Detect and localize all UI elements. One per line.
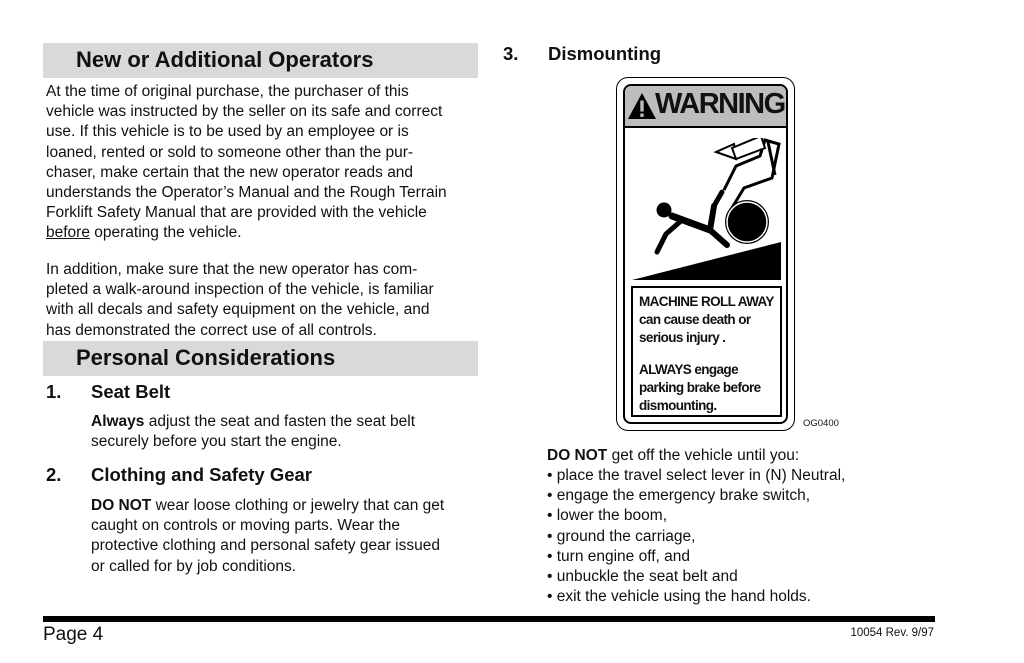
machine-roll-away-pictogram: [632, 138, 781, 282]
text-line: pleted a walk-around inspection of the vehicle, is familiar: [46, 281, 434, 299]
text-line: with all decals and safety equipment on the vehicle, and: [46, 301, 430, 319]
text-line: protective clothing and personal safety gear issued: [91, 537, 440, 555]
text-line: use. If this vehicle is to be used by an employee or is: [46, 123, 409, 141]
warning-line: can cause death or: [639, 312, 751, 327]
text-line: securely before you start the engine.: [91, 433, 342, 451]
warning-message-box: [631, 286, 782, 417]
list-item: • place the travel select lever in (N) Neutral,: [547, 466, 845, 486]
text-line: loaned, rented or sold to someone other than the pur-: [46, 143, 414, 161]
dismounting-steps-list: [547, 466, 845, 607]
new-operators-paragraph-1: [46, 82, 486, 244]
new-operators-paragraph-2: [46, 260, 486, 341]
list-item: • lower the boom,: [547, 506, 845, 526]
text-line: chaser, make certain that the new operator reads and: [46, 163, 414, 181]
warning-line: dismounting.: [639, 398, 717, 413]
dismounting-title: Dismounting: [548, 43, 662, 64]
warning-word: WARNING: [655, 88, 785, 120]
text-fragment: operating the vehicle.: [89, 224, 242, 242]
list-item: • ground the carriage,: [547, 527, 845, 547]
text-fragment: get off the vehicle until you:: [607, 447, 800, 464]
seat-belt-text: [91, 412, 491, 452]
text-line: [91, 496, 491, 516]
text-line: In addition, make sure that the new operator has com-: [46, 261, 418, 278]
text-line: At the time of original purchase, the purchaser of this: [46, 83, 409, 100]
section-heading-new-operators: New or Additional Operators: [43, 43, 478, 78]
item-number: 2.: [46, 464, 62, 485]
item-number: 1.: [46, 381, 62, 402]
text-line: or called for by job conditions.: [91, 557, 297, 575]
page-number: Page 4: [43, 624, 104, 645]
item-number: 3.: [503, 43, 519, 64]
text-line: has demonstrated the correct use of all controls.: [46, 321, 377, 339]
document-revision: 10054 Rev. 9/97: [850, 627, 934, 639]
text-line: [46, 223, 486, 243]
decal-code: OG0400: [803, 418, 839, 429]
list-item: • exit the vehicle using the hand holds.: [547, 587, 845, 607]
bold-lead: Always: [91, 413, 145, 430]
machine-wheel: [725, 200, 769, 244]
text-fragment: adjust the seat and fasten the seat belt: [144, 413, 415, 430]
text-line: caught on controls or moving parts. Wear the: [91, 517, 401, 535]
warning-decal: [623, 84, 788, 424]
seat-belt-title: Seat Belt: [91, 381, 171, 402]
section-heading-personal-considerations: Personal Considerations: [43, 341, 478, 376]
list-item: • turn engine off, and: [547, 547, 845, 567]
underlined-word: before: [46, 224, 90, 242]
bold-lead: DO NOT: [91, 497, 152, 514]
text-line: vehicle was instructed by the seller on its safe and correct: [46, 103, 443, 121]
bold-lead: DO NOT: [547, 447, 608, 464]
warning-header: [625, 86, 786, 128]
warning-line: serious injury .: [639, 330, 726, 345]
clothing-text: [91, 496, 491, 577]
incline-ground: [632, 242, 781, 280]
warning-line: MACHINE ROLL AWAY: [639, 294, 774, 309]
text-line: [91, 412, 491, 432]
text-fragment: wear loose clothing or jewelry that can get: [151, 497, 445, 514]
footer-rule: [43, 616, 935, 622]
warning-triangle-icon: [627, 91, 657, 121]
clothing-title: Clothing and Safety Gear: [91, 464, 313, 485]
warning-line: ALWAYS engage: [639, 362, 738, 377]
warning-line: parking brake before: [639, 380, 761, 395]
text-line: Forklift Safety Manual that are provided with the vehicle: [46, 204, 427, 222]
text-line: understands the Operator’s Manual and the Rough Terrain: [46, 184, 447, 202]
list-item: • engage the emergency brake switch,: [547, 486, 845, 506]
list-item: • unbuckle the seat belt and: [547, 567, 845, 587]
dismounting-intro: [547, 446, 947, 466]
